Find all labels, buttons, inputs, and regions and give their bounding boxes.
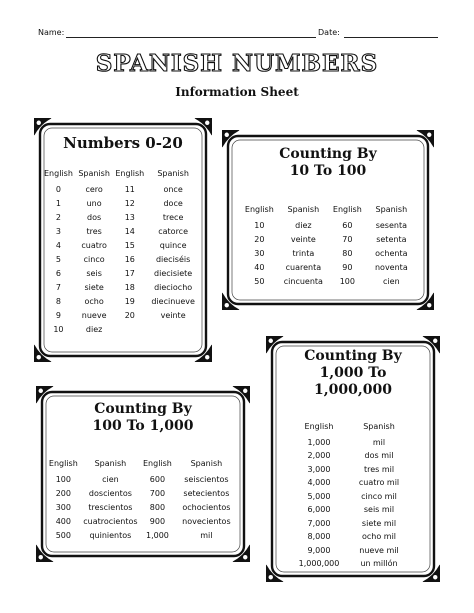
table-cell: mil [200,530,213,540]
table-cell: 10 [254,220,265,230]
table-cell: 800 [149,502,166,512]
table-row [48,500,240,514]
table-cell: 20 [124,310,135,320]
table-cell: 100 [55,474,71,484]
table-row [48,528,240,542]
table-cell: 1,000 [145,530,169,540]
table-cell: dieciséis [155,254,191,264]
date-field[interactable] [344,37,438,38]
name-date-row [38,28,438,42]
column-header: English [115,168,145,178]
table-cell: seiscientos [184,474,229,484]
table-cell: 2,000 [307,451,331,461]
table-header-row [48,454,240,472]
table-cell: cien [102,474,119,484]
heading-line: 1,000,000 [314,381,392,398]
table-header-row [44,164,202,182]
table-cell: cinco mil [361,491,397,501]
table-cell: 14 [124,226,135,236]
card-heading [266,348,440,398]
table-cell [115,322,144,336]
column-header: English [332,204,362,214]
table-cell: 3,000 [307,464,331,474]
corner-dot-icon [427,303,431,307]
table-cell: 50 [254,276,265,286]
corner-dot-icon [205,355,209,359]
table-cell: 19 [124,296,135,306]
column-header: English [44,168,73,178]
heading-line: 1,000 To [319,364,387,381]
table-cell: cuatrocientos [83,516,138,526]
column-header: Spanish [363,422,395,432]
table-cell: setecientos [183,488,230,498]
table-row [240,246,416,260]
table-cell: 13 [124,212,135,222]
table-cell: 17 [124,268,135,278]
table-cell: 7 [55,282,61,292]
table-cell: 9,000 [307,545,331,555]
heading-line: 10 To 100 [289,162,367,179]
table-cell: 1,000,000 [298,559,340,569]
table-cell: dieciocho [154,282,193,292]
table-row [44,196,202,210]
corner-dot-icon [205,121,209,125]
column-header: English [244,204,274,214]
corner-dot-icon [37,355,41,359]
column-header: Spanish [78,168,110,178]
table-row [44,210,202,224]
corner-dot-icon [37,121,41,125]
corner-dot-icon [243,555,247,559]
table-cell: ocho [84,296,104,306]
card-heading [222,146,434,180]
corner-dot-icon [225,303,229,307]
table-cell: 3 [55,226,61,236]
column-header: Spanish [375,204,408,214]
table-cell: tres mil [363,464,395,474]
table-cell: sesenta [375,220,407,230]
table-cell: cuatro mil [358,478,400,488]
table-cell: 10 [53,324,64,334]
corner-dot-icon [39,389,43,393]
heading-line: 100 To 1,000 [92,417,194,434]
table-cell: nueve [81,310,107,320]
table-cell: 300 [55,502,71,512]
name-field[interactable] [66,37,316,38]
column-header: Spanish [94,458,127,468]
table-cell: 6,000 [307,505,331,515]
table-cell: 16 [124,254,135,264]
name-label: Name: [38,28,65,37]
table-cell: 7,000 [307,518,331,528]
table-row [240,260,416,274]
table-cell: diecinueve [151,296,195,306]
table-cell: novecientos [182,516,231,526]
table-cell: 900 [149,516,166,526]
table-cell: 600 [149,474,166,484]
table-cell: 18 [124,282,135,292]
corner-dot-icon [39,555,43,559]
table-cell: 4 [55,240,61,250]
table-row [44,252,202,266]
numbers-table [44,164,202,336]
table-cell: quinientos [89,530,132,540]
table-cell: 100 [339,276,355,286]
table-cell: 15 [124,240,135,250]
table-cell: ochocientos [182,502,231,512]
table-row [44,322,202,336]
table-cell: setenta [376,234,407,244]
table-row [292,490,412,504]
table-row [292,463,412,477]
corner-dot-icon [433,339,437,343]
table-row [240,232,416,246]
table-cell: 500 [55,530,71,540]
corner-dot-icon [269,575,273,579]
table-cell: veinte [160,310,186,320]
table-cell: 80 [342,248,353,258]
table-cell: 1 [55,198,61,208]
corner-dot-icon [427,133,431,137]
table-cell: trescientos [88,502,133,512]
date-label: Date: [318,28,340,37]
table-cell: 9 [55,310,61,320]
table-cell: seis mil [363,505,395,515]
table-row [292,476,412,490]
table-cell: 8 [55,296,61,306]
table-row [240,274,416,288]
table-cell: once [163,184,183,194]
table-cell: mil [372,437,386,447]
heading-line: Counting By [279,146,377,162]
table-row [240,218,416,232]
corner-dot-icon [433,575,437,579]
table-cell: un millón [360,559,398,569]
table-header-row [292,418,412,436]
table-cell: trece [162,212,184,222]
table-cell: 200 [55,488,71,498]
table-cell: siete [84,282,104,292]
table-cell: ochenta [375,248,408,258]
table-cell: seis [86,268,102,278]
card-counting-10-100 [222,130,434,310]
table-cell: 12 [124,198,135,208]
column-header: English [48,458,78,468]
page-subtitle: Information Sheet [175,85,299,99]
table-row [48,486,240,500]
table-row [44,294,202,308]
card-heading [36,401,250,435]
table-cell: 2 [55,212,61,222]
table-cell: uno [86,198,102,208]
table-row [48,472,240,486]
table-cell: 400 [55,516,71,526]
page-title: SPANISH NUMBERS [95,50,379,77]
table-cell: 4,000 [307,478,331,488]
table-row [292,503,412,517]
table-cell [144,322,202,336]
table-cell: doscientos [88,488,132,498]
table-cell: quince [159,240,187,250]
card-numbers-0-20 [34,118,212,362]
table-cell: 30 [254,248,265,258]
column-header: English [142,458,172,468]
table-row [292,557,412,571]
table-cell: catorce [158,226,188,236]
table-cell: 70 [342,234,353,244]
table-row [44,224,202,238]
table-cell: ocho mil [361,532,397,542]
table-cell: doce [163,198,183,208]
column-header: English [304,422,334,432]
table-cell: veinte [290,234,316,244]
corner-dot-icon [243,389,247,393]
table-row [292,517,412,531]
table-row [44,308,202,322]
table-cell: cincuenta [283,276,323,286]
table-cell: diez [295,220,312,230]
card-heading: Numbers 0-20 [63,134,183,152]
table-cell: cuatro [81,240,107,250]
table-cell: cuarenta [285,262,322,272]
table-row [44,266,202,280]
numbers-table [292,418,412,571]
table-cell: tres [86,226,102,236]
numbers-table [240,200,416,288]
table-cell: 0 [55,184,61,194]
card-counting-1000-1000000 [266,336,440,582]
table-cell: dos [87,212,102,222]
heading-line: Counting By [304,348,402,364]
corner-dot-icon [269,339,273,343]
table-cell: 90 [342,262,353,272]
table-cell: 5 [55,254,61,264]
table-cell: cero [85,184,103,194]
table-header-row [240,200,416,218]
table-cell: 40 [254,262,265,272]
table-cell: trinta [292,248,315,258]
table-cell: nueve mil [359,545,399,555]
table-row [292,436,412,450]
table-cell: 5,000 [307,491,331,501]
table-row [292,544,412,558]
card-counting-100-1000 [36,386,250,562]
column-header: Spanish [157,168,189,178]
numbers-table [48,454,240,542]
table-cell: 8,000 [307,532,331,542]
table-cell: diez [85,324,103,334]
table-cell: noventa [374,262,408,272]
table-row [44,280,202,294]
heading-line: Counting By [94,401,192,417]
table-row [48,514,240,528]
table-cell: 1,000 [307,437,331,447]
table-cell: 6 [55,268,61,278]
corner-dot-icon [225,133,229,137]
table-cell: 700 [149,488,166,498]
table-cell: siete mil [361,518,397,528]
column-header: Spanish [190,458,223,468]
table-cell: 20 [254,234,265,244]
table-cell: diecisiete [154,268,193,278]
table-cell: cien [383,276,400,286]
table-cell: dos mil [364,451,394,461]
table-cell: 11 [124,184,135,194]
table-cell: cinco [83,254,105,264]
table-row [292,449,412,463]
table-cell: 60 [342,220,353,230]
table-row [44,238,202,252]
column-header: Spanish [287,204,320,214]
table-row [44,182,202,196]
table-row [292,530,412,544]
